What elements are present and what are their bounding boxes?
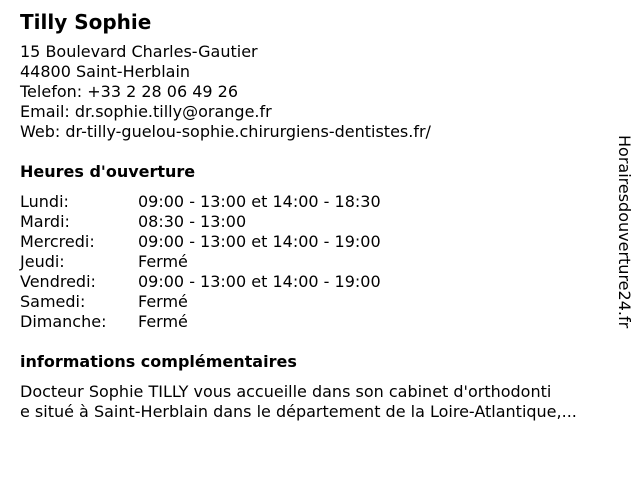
day-label: Samedi:: [20, 292, 86, 311]
email-address[interactable]: Email: dr.sophie.tilly@orange.fr: [20, 102, 272, 121]
day-label: Jeudi:: [20, 252, 65, 271]
day-label: Lundi:: [20, 192, 69, 211]
site-watermark: Horairesdouverture24.fr: [615, 135, 634, 329]
day-label: Dimanche:: [20, 312, 107, 331]
hours-row: [20, 212, 620, 232]
day-hours: Fermé: [138, 252, 188, 271]
day-label: Mercredi:: [20, 232, 95, 251]
day-label: Mardi:: [20, 212, 70, 231]
day-hours: Fermé: [138, 312, 188, 331]
hours-row: [20, 252, 620, 272]
day-label: Vendredi:: [20, 272, 96, 291]
additional-info-heading: informations complémentaires: [20, 352, 297, 371]
address-street: 15 Boulevard Charles-Gautier: [20, 42, 258, 61]
day-hours: Fermé: [138, 292, 188, 311]
day-hours: 09:00 - 13:00 et 14:00 - 19:00: [138, 272, 381, 291]
opening-hours-heading: Heures d'ouverture: [20, 162, 196, 181]
contact-details: [20, 42, 620, 142]
opening-hours: [20, 162, 620, 332]
hours-row: [20, 232, 620, 252]
address-city: 44800 Saint-Herblain: [20, 62, 191, 81]
additional-info-text: Docteur Sophie TILLY vous accueille dans son cabinet d'orthodonti e situé à Saint-Herblain dans le département de la Loire-Atlantique,...: [20, 382, 577, 421]
day-hours: 09:00 - 13:00 et 14:00 - 19:00: [138, 232, 381, 251]
hours-row: [20, 272, 620, 292]
business-card: [20, 10, 620, 442]
hours-row: [20, 192, 620, 212]
day-hours: 09:00 - 13:00 et 14:00 - 18:30: [138, 192, 381, 211]
business-name: Tilly Sophie: [20, 10, 152, 34]
website-link[interactable]: Web: dr-tilly-guelou-sophie.chirurgiens-dentistes.fr/: [20, 122, 431, 141]
additional-info: [20, 352, 620, 422]
phone-number[interactable]: Telefon: +33 2 28 06 49 26: [20, 82, 239, 101]
day-hours: 08:30 - 13:00: [138, 212, 247, 231]
hours-row: [20, 312, 620, 332]
hours-row: [20, 292, 620, 312]
